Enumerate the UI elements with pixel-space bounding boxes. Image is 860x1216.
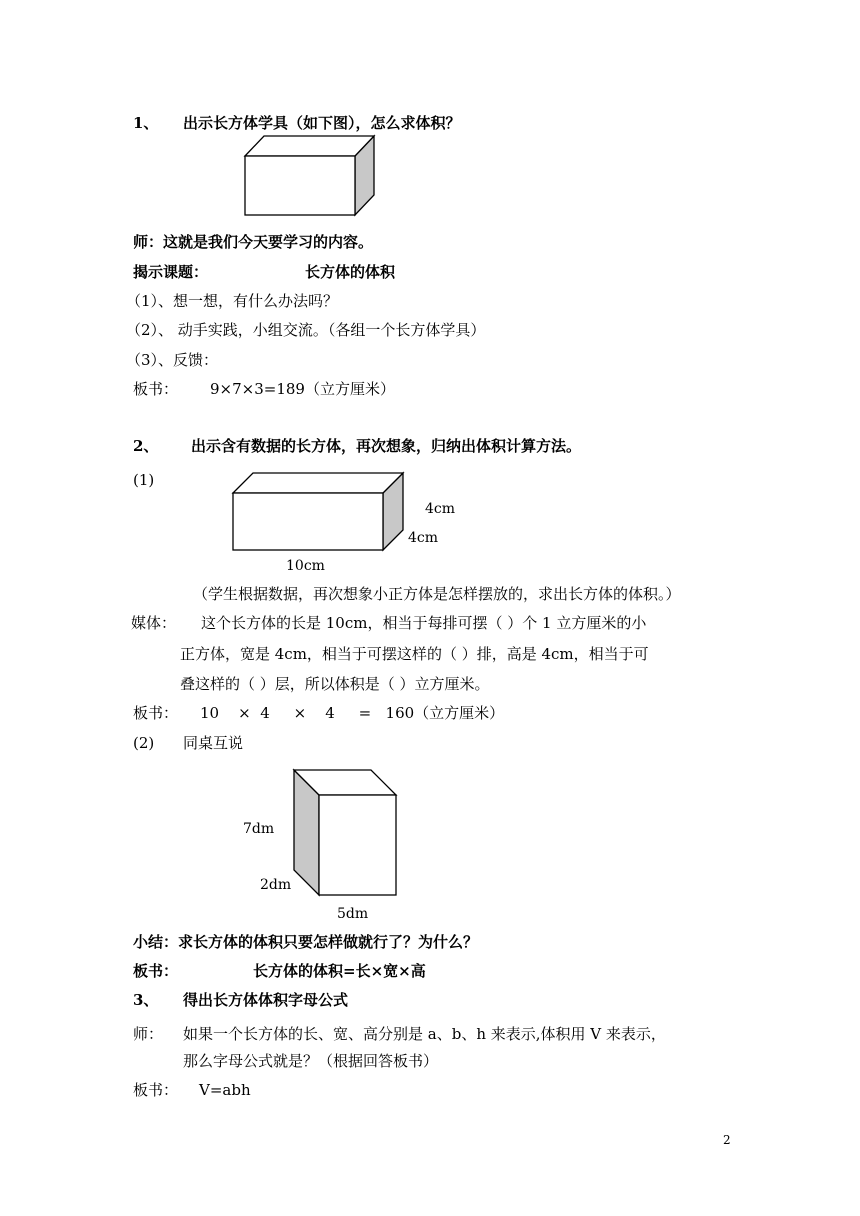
- step-3: （3）、反馈：: [126, 351, 219, 369]
- box1-width-label: 4cm: [408, 530, 439, 546]
- student-note: （学生根据数据，再次想象小正方体是怎样摆放的，求出长方体的体积。）: [193, 585, 681, 603]
- cuboid-2-front: [233, 493, 383, 550]
- teacher-line: 师：这就是我们今天要学习的内容。: [133, 233, 374, 251]
- cuboid-1: [245, 136, 374, 215]
- summary-question: 小结：求长方体的体积只要怎样做就行了？为什么？: [133, 933, 479, 951]
- board-label-3: 板书：: [133, 962, 179, 980]
- cuboid-2-top: [233, 473, 403, 493]
- box1-length-label: 10cm: [286, 558, 325, 574]
- board-label-4: 板书：: [133, 1081, 179, 1099]
- cuboid-2: [233, 473, 403, 550]
- cuboid-3-front: [319, 795, 396, 895]
- letter-formula: V=abh: [199, 1081, 251, 1099]
- section1-title: 出示长方体学具（如下图），怎么求体积？: [183, 114, 461, 132]
- teacher-label: 师：: [133, 1025, 164, 1043]
- box2-height-label: 7dm: [243, 821, 275, 837]
- section1-number: 1、: [133, 114, 159, 132]
- volume-formula: 长方体的体积=长×宽×高: [253, 962, 426, 980]
- section2-number: 2、: [133, 437, 159, 455]
- cuboid-1-top: [245, 136, 374, 156]
- board-text-2: 10 × 4 × 4 = 160（立方厘米）: [200, 704, 505, 722]
- reveal-label: 揭示课题：: [133, 263, 209, 281]
- section3-number: 3、: [133, 991, 159, 1009]
- board-label-2: 板书：: [133, 704, 179, 722]
- reveal-topic: 长方体的体积: [305, 263, 396, 281]
- teacher-line-1: 如果一个长方体的长、宽、高分别是 a、b、h 来表示,体积用 V 来表示，: [183, 1025, 666, 1043]
- cuboid-3-side: [294, 770, 319, 895]
- media-line-2: 正方体，宽是 4cm，相当于可摆这样的（ ）排，高是 4cm，相当于可: [180, 645, 649, 663]
- board-text-1: 9×7×3=189（立方厘米）: [210, 380, 395, 398]
- step-2: （2）、 动手实践，小组交流。（各组一个长方体学具）: [126, 321, 486, 339]
- media-line-1: 这个长方体的长是 10cm，相当于每排可摆（ ）个 1 立方厘米的小: [201, 614, 647, 632]
- cuboid-2-side: [383, 473, 403, 550]
- cuboid-3-top: [294, 770, 396, 795]
- box2-width-label: 2dm: [260, 877, 292, 893]
- cuboid-3: [294, 770, 396, 895]
- cuboid-1-front: [245, 156, 355, 215]
- step-1: （1）、想一想，有什么办法吗？: [126, 292, 339, 310]
- part2-text: 同桌互说: [183, 734, 244, 752]
- media-label: 媒体：: [131, 614, 177, 632]
- teacher-line-2: 那么字母公式就是？（根据回答板书）: [183, 1052, 439, 1070]
- board-label-1: 板书：: [133, 380, 179, 398]
- page-number: 2: [723, 1133, 731, 1147]
- box2-length-label: 5dm: [337, 906, 369, 922]
- box1-height-label: 4cm: [425, 501, 456, 517]
- section2-title: 出示含有数据的长方体，再次想象，归纳出体积计算方法。: [191, 437, 582, 455]
- section3-title: 得出长方体体积字母公式: [183, 991, 349, 1009]
- cuboid-1-side: [355, 136, 374, 215]
- part2-label: (2): [133, 734, 155, 752]
- part1-label: (1): [133, 471, 155, 489]
- media-line-3: 叠这样的（ ）层，所以体积是（ ）立方厘米。: [180, 675, 490, 693]
